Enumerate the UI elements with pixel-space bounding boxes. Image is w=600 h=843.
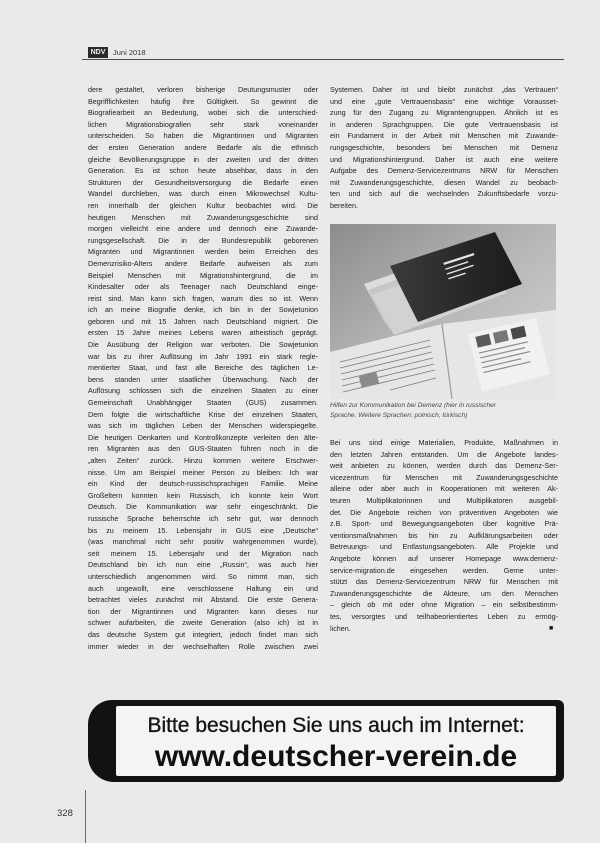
text-line: teuren Multiplikatorinnen und Multiplikatoren ausgebil- (330, 495, 558, 505)
text-line: ein Fundament in der Arbeit mit Menschen mit Zuwande- (330, 131, 558, 141)
text-line: lichen Migrationsbiografien sehr stark voneinander (88, 119, 318, 129)
header-divider (82, 59, 564, 60)
text-line: Angebote können auf unserer Homepage www.demenz- (330, 553, 558, 563)
right-text-column-bottom (330, 437, 558, 634)
text-line: Dem folgte die wirtschaftliche Krise der einzelnen Staaten, (88, 409, 318, 419)
text-line: bis zu meinem 15. Lebensjahr in GUS eine „Deutsche“ (88, 525, 318, 535)
right-text-column-top (330, 84, 558, 212)
text-line: ren Migranten aus den GUS-Staaten führen noch in die (88, 444, 318, 454)
photo-caption (330, 401, 558, 422)
text-line: alleine oder aber auch in Kooperationen mit weiteren Ak- (330, 484, 558, 494)
text-line: rungsgeschichte, besonders bei Menschen mit Demenz (330, 142, 558, 152)
text-line: tion der Migrantinnen und Migranten kann dieses nur (88, 606, 318, 616)
photo-graphic (330, 224, 556, 399)
text-line: stützt das Demenz-Servicezentrum NRW für Menschen mit (330, 577, 558, 587)
text-line: mentierter Staat, und fast alle Bereiche des täglichen Le- (88, 363, 318, 373)
article-photo (330, 224, 556, 399)
text-line: zung für den Zugang zu Migrantengruppen. Ähnlich ist es (330, 108, 558, 118)
text-line: der ersten Generation andere Bedarfe als die ethnisch (88, 142, 318, 152)
text-line: Systemen. Daher ist und bleibt zunächst „das Vertrauen“ (330, 85, 558, 94)
website-banner (88, 700, 564, 782)
text-line: ersten 15 Jahre meines Lebens waren atheistisch geprägt. (88, 328, 318, 338)
text-line: seit meinem 15. Lebensjahr und der Migration nach (88, 548, 318, 558)
text-line: Strukturen der Gesundheitsversorgung die Bedarfe einen (88, 177, 318, 187)
text-line: „alten Zeiten“ zurück. Hinzu kommen weitere Erschwer- (88, 456, 318, 465)
text-line: lichen. (330, 623, 351, 633)
text-line: Die Ausübung der Religion war verboten. Die Sowjetunion (88, 340, 318, 350)
text-line: heutigen Menschen mit Zuwanderungsgeschichte sind (88, 212, 318, 222)
text-line: Biografiearbeit an Bedeutung, wobei sich die unterschied- (88, 108, 318, 118)
text-line: bens standen unter staatlicher Überwachung. Nach der (88, 374, 318, 384)
text-line: Kindesalter oder als Teenager nach Deutschland einge- (88, 282, 318, 292)
article-end-mark: ■ (549, 625, 554, 632)
text-line: nisse. Um am Beispiel meiner Person zu bleiben: Ich war (88, 467, 318, 477)
journal-badge: NDV (88, 47, 108, 58)
text-line: tes, versorgtes und teilhabeorientiertes Leben zu ermög- (330, 611, 558, 621)
text-line: geboren und mit 15 Jahren nach Deutschland migriert. Die (88, 316, 318, 326)
text-line: Wandel durchleben, was durch einen Mikrowechsel Kultu- (88, 189, 318, 199)
text-line: z.B. Sport- und Bewegungsangeboten über kognitive Prä- (330, 519, 558, 529)
text-line: Aufgabe des Demenz-Servicezentrums NRW für Menschen (330, 166, 558, 176)
left-text-column (88, 84, 318, 652)
text-line: – gleich ob mit oder ohne Migration – ein selbstbestimm- (330, 600, 558, 610)
banner-url: www.deutscher-verein.de (154, 740, 518, 773)
text-line: russische Sprache beherrschte ich sehr gut, war dennoch (88, 513, 318, 523)
text-line: schwer aufarbeiten, die zweite Generation (also ich) ist in (88, 618, 318, 628)
text-line: dere gestaltet, verloren bisherige Deutungsmuster oder (88, 85, 318, 94)
text-line: weit anbieten zu können, werden durch das Demenz-Ser- (330, 461, 558, 471)
text-line: Bei uns sind einige Materialien, Produkte, Maßnahmen in (330, 438, 558, 447)
text-line: Begrifflichkeiten häufig ihre Gültigkeit. So gewinnt die (88, 96, 318, 106)
text-line: Sprache. Weitere Sprachen: polnisch, türkisch) (330, 412, 468, 420)
text-line: reist sind. Man kann sich fragen, warum dies so ist. Wenn (88, 293, 318, 303)
text-line: ein Kind der deutsch-russischsprachigen Familie. Meine (88, 479, 318, 489)
text-line: Deutsch. Die Kommunikation war sehr eingeschränkt. Die (88, 502, 318, 512)
text-line: (was manchmal nicht sehr positiv wahrgenommen wurde), (88, 537, 318, 547)
page-number: 328 (57, 808, 73, 819)
text-line: den letzten Jahren entstanden. Um die Angebote landes- (330, 449, 558, 459)
text-line: was sich im täglichen Leben der Menschen widerspiegelte. (88, 421, 318, 431)
text-line: gleiche Bevölkerungsgruppe in der zweiten und der dritten (88, 154, 318, 164)
text-line: Zuwanderungsgeschichte die Akteure, um den Menschen (330, 588, 558, 598)
banner-panel (116, 706, 556, 776)
text-line: Großeltern konnten kein Russisch, ich konnte kein Wort (88, 490, 318, 500)
text-line: Die heutigen Denkarten und Kontrollkonzepte verleiten den älte- (88, 432, 318, 442)
text-line: Betreuungs- und Entlastungsangeboten. Alle Projekte und (330, 542, 558, 552)
text-line: ventionsmaßnahmen bis hin zu Aufklärungsarbeiten oder (330, 530, 558, 540)
text-line: ich an meine Biografie denke, ich bin in der Sowjetunion (88, 305, 318, 315)
issue-date: Juni 2018 (113, 48, 146, 57)
text-line: bereiten. (330, 200, 358, 210)
margin-rule (85, 790, 86, 843)
text-line: und Migrationshintergrund. Daher ist auch eine weitere (330, 154, 558, 164)
text-line: auch ungewollt, eine verschlossene Haltung ein und (88, 583, 318, 593)
text-line: ren innerhalb der gleichen Kultur beobachtet wird. Die (88, 200, 318, 210)
text-line: det. Die Angebote reichen von präventiven Angeboten wie (330, 507, 558, 517)
text-line: in anderen Sprachgruppen. Die gute Vertrauensbasis ist (330, 119, 558, 129)
text-line: rungsgesellschaft. Die in der Bundesrepublik geborenen (88, 235, 318, 245)
text-line: unterscheiden. So haben die Migrantinnen und Migranten (88, 131, 318, 141)
text-line: service-migration.de eingesehen werden. Gerne unter- (330, 565, 558, 575)
text-line: das deutsche System gut integriert, jedoch findet man sich (88, 629, 318, 639)
text-line: morgen vielleicht eine andere und dennoch eine Zuwande- (88, 224, 318, 234)
banner-invitation: Bitte besuchen Sie uns auch im Internet: (147, 714, 525, 737)
text-line: mit Zuwanderungsgeschichte, diesen Wandel zu beobach- (330, 177, 558, 187)
text-line: unterschiedlich angenommen wird. So nimmt man, sich (88, 571, 318, 581)
text-line: vicezentrum für Menschen mit Zuwanderungsgeschichte (330, 472, 558, 482)
text-line: und eine „gute Vertrauensbasis“ eine wichtige Vorausset- (330, 96, 558, 106)
text-line: Deutschland bin ich nun eine „Russin“, was auch hier (88, 560, 318, 570)
text-line: betrachtet vieles zunächst mit Abstand. Die erste Genera- (88, 595, 318, 605)
text-line: Demenzrisiko-Alters andere Bedarfe aufweisen als zum (88, 258, 318, 268)
text-line: Auflösung schlossen sich die einzelnen Staaten zu einer (88, 386, 318, 396)
text-line: ten und sich auf die wechselnden Zukunftsbedarfe vorzu- (330, 189, 558, 199)
text-line: immer wieder in der wechselhaften Rolle zwischen zwei (88, 641, 318, 651)
text-line: Migranten und Migrantinnen werden beim Erreichen des (88, 247, 318, 257)
text-line: Beispiel Menschen mit Migrationshintergrund, die im (88, 270, 318, 280)
text-line: war bis zu ihrer Auflösung im Jahr 1991 ein stark regle- (88, 351, 318, 361)
text-line: Generation. Es ist schon heute absehbar, dass in den (88, 166, 318, 176)
text-line: Hilfen zur Kommunikation bei Demenz (hier in russischer (330, 402, 497, 409)
text-line: Gemeinschaft Unabhängiger Staaten (GUS) zusammen. (88, 398, 318, 408)
